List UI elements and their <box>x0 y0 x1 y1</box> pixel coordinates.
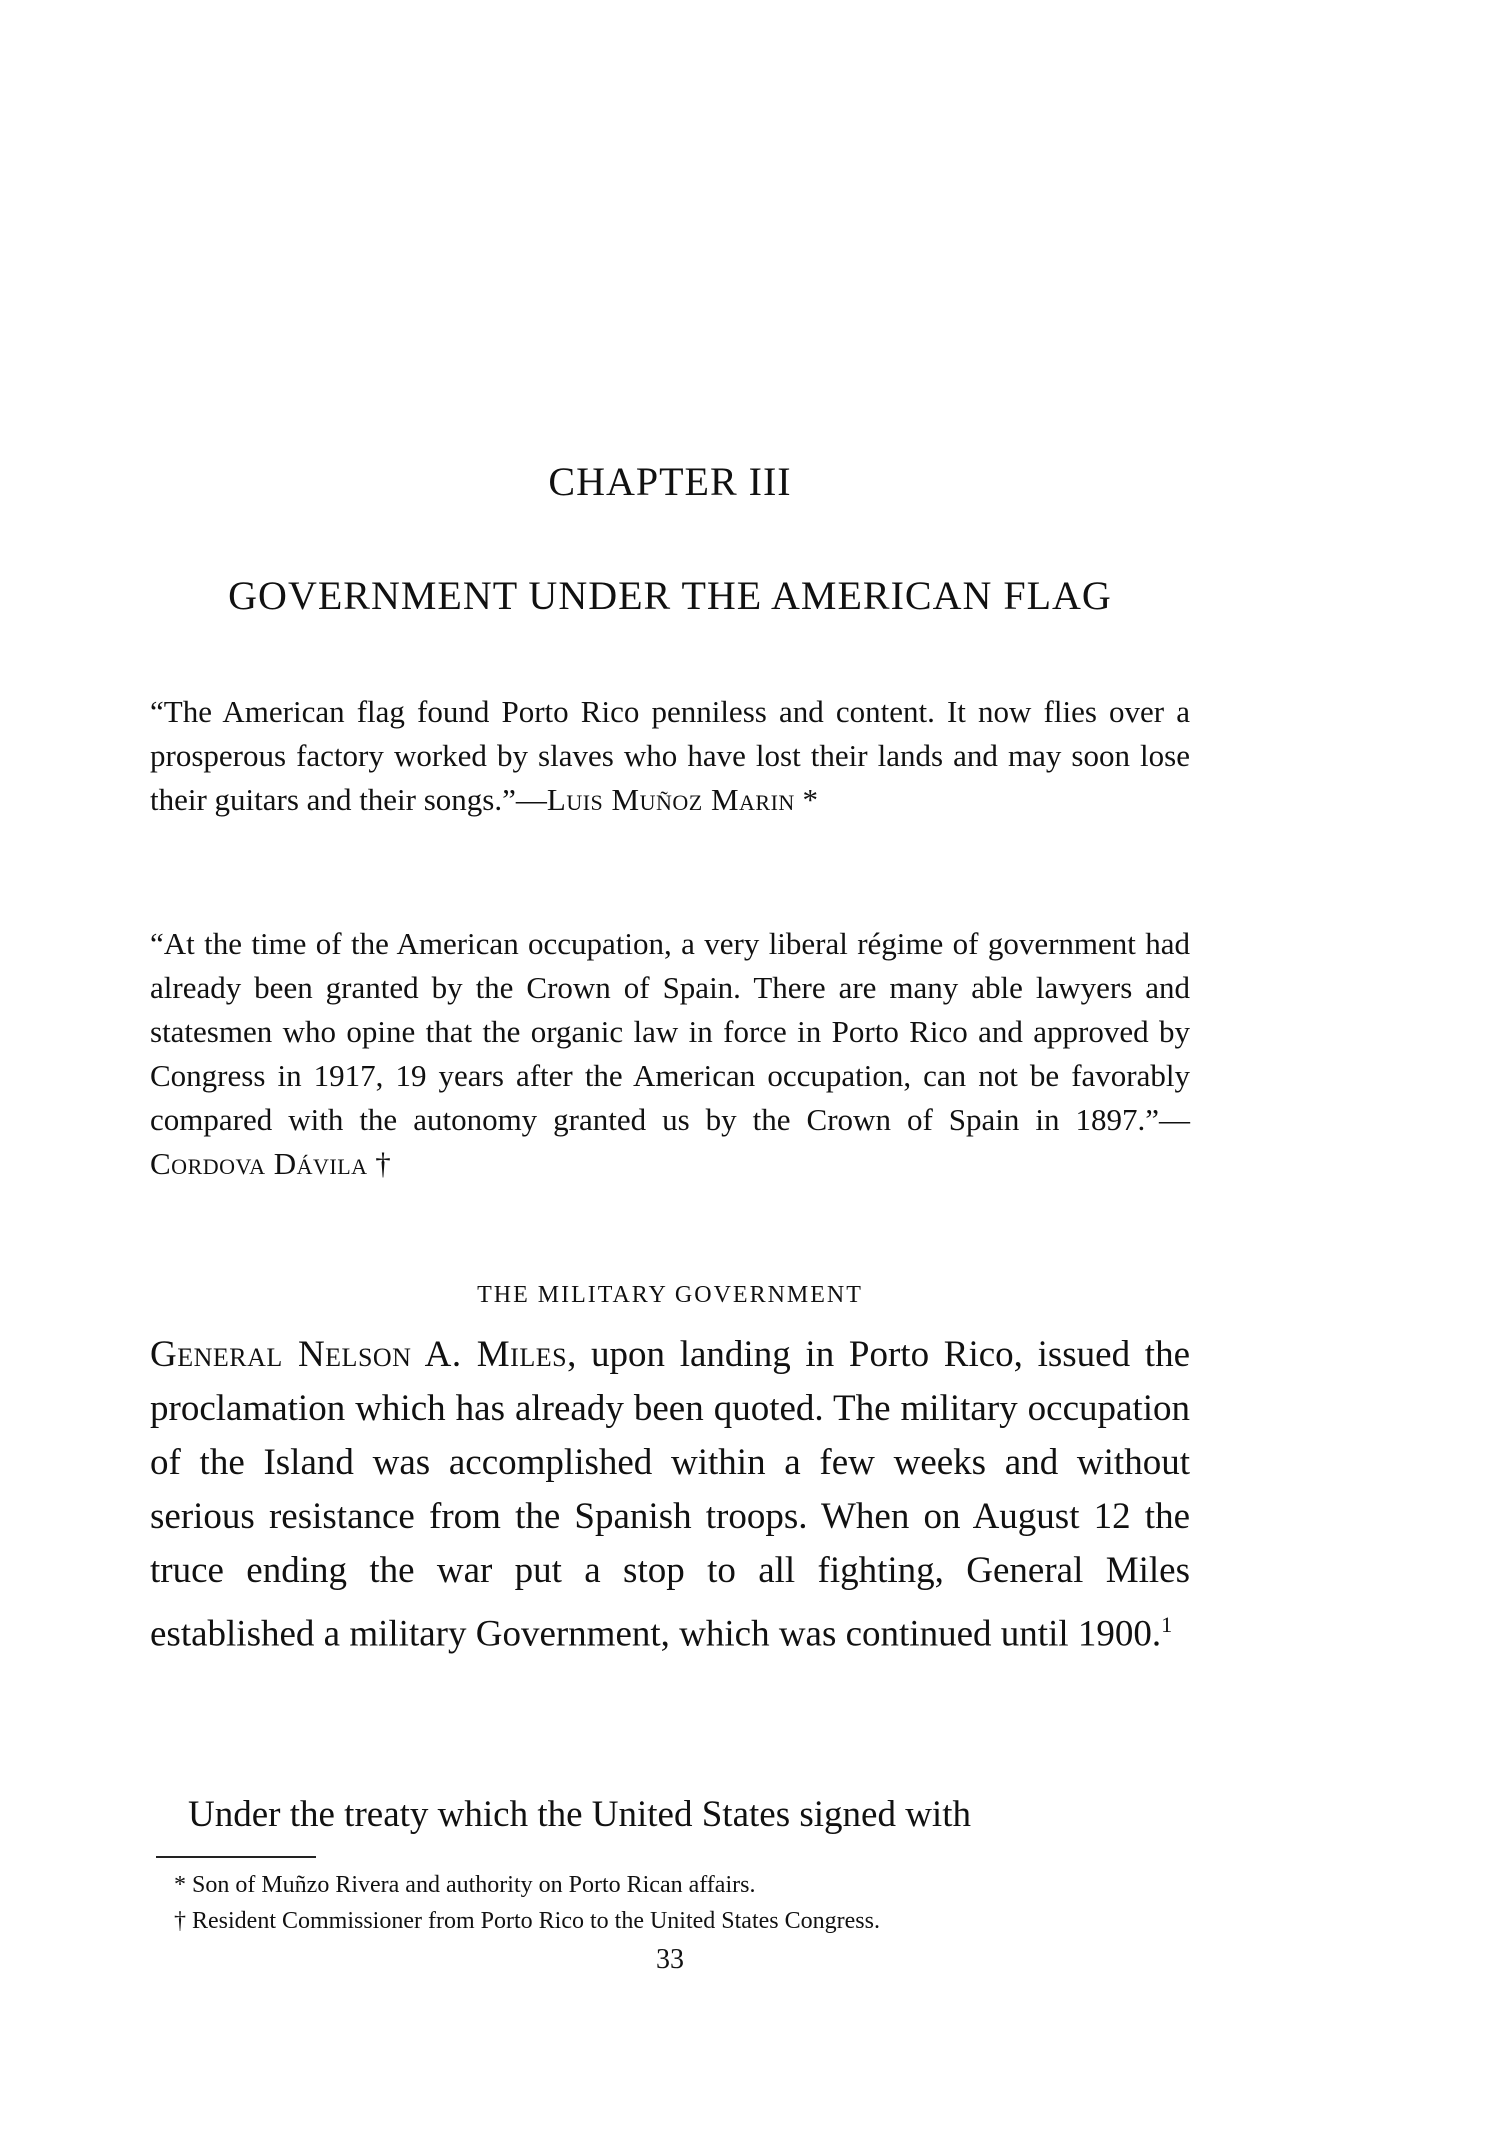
chapter-title: GOVERNMENT UNDER THE AMERICAN FLAG <box>228 573 1112 618</box>
lead-small-caps: General Nelson A. Miles <box>150 1334 568 1375</box>
paragraph-text: , upon landing in Porto Rico, issued the proclamation which has already been quoted. The military occupation of the Island was accomplished within a few weeks and without serious resistance from the Spanish troops. When on August 12 the truce ending the war put a stop to all fighting, General Miles established a military Government, which was continued until 1900. <box>150 1334 1191 1655</box>
paragraph-text: Under the treaty which the United States signed with <box>188 1794 971 1835</box>
footnote: † Resident Commissioner from Porto Rico to the United States Congress. <box>174 1908 880 1934</box>
epigraph-text: “The American flag found Porto Rico penniless and content. It now flies over a prosperous factory worked by slaves who have lost their lands and may soon lose their guitars and their songs.”— <box>150 694 1190 817</box>
page-number: 33 <box>656 1944 684 1975</box>
body-paragraph <box>150 1328 1190 1661</box>
footnote: * Son of Muñzo Rivera and authority on Porto Rican affairs. <box>174 1872 756 1898</box>
footnote-marker: * <box>794 782 819 817</box>
epigraph-quote <box>150 922 1190 1186</box>
section-heading: THE MILITARY GOVERNMENT <box>477 1282 863 1308</box>
footnote-marker: † <box>367 1146 391 1181</box>
body-paragraph <box>150 1788 1190 1842</box>
book-page <box>150 0 1190 2144</box>
chapter-number: CHAPTER III <box>548 459 792 504</box>
epigraph-text: “At the time of the American occupation, a very liberal régime of government had already been granted by the Crown of Spain. There are many able lawyers and statesmen who opine that the organic law in force in Porto Rico and approved by Congress in 1917, 19 years after the American occupation, can not be favorably compared with the autonomy granted us by the Crown of Spain in 1897.”— <box>150 926 1190 1137</box>
epigraph-quote <box>150 690 1190 822</box>
epigraph-author: Luis Muñoz Marin <box>546 782 795 817</box>
epigraph-author: Cordova Dávila <box>150 1146 368 1181</box>
footnote-reference: 1 <box>1161 1612 1173 1637</box>
footnote-divider <box>156 1856 316 1858</box>
